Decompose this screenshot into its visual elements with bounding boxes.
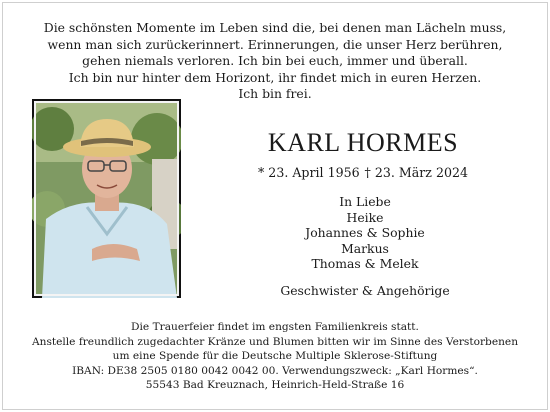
poem-line: Ich bin nur hinter dem Horizont, ihr findet mich in euren Herzen. xyxy=(68,69,482,85)
birth-date: * 23. April 1956 xyxy=(258,165,360,180)
poem-line: Die schönsten Momente im Leben sind die, bei denen man Lächeln muss, xyxy=(43,20,507,35)
death-date: † 23. März 2024 xyxy=(364,165,468,180)
poem-line: gehen niemals verloren. Ich bin bei euch, immer und überall. xyxy=(82,53,468,68)
family-member: Markus xyxy=(341,240,389,256)
notice-line: um eine Spende für die Deutsche Multiple Sklerose-Stiftung xyxy=(112,350,438,363)
portrait-illustration xyxy=(32,99,181,298)
poem-line: wenn man sich zurückerinnert. Erinnerungen, die unser Herz berühren, xyxy=(47,36,503,52)
deceased-name: KARL HORMES xyxy=(267,128,459,157)
family-intro: In Liebe xyxy=(339,194,391,209)
notice-line: 55543 Bad Kreuznach, Heinrich-Held-Straße 16 xyxy=(145,379,405,392)
notice-line: Die Trauerfeier findet im engsten Familienkreis statt. xyxy=(131,321,419,333)
notice-line: Anstelle freundlich zugedachter Kränze und Blumen bitten wir im Sinne des Verstorbenen xyxy=(31,335,519,348)
family-member: Thomas & Melek xyxy=(311,256,419,271)
poem-line: Ich bin frei. xyxy=(238,86,312,101)
relatives-line: Geschwister & Angehörige xyxy=(280,283,450,298)
mourners-list xyxy=(280,194,450,272)
portrait-photo xyxy=(32,99,181,298)
family-member: Johannes & Sophie xyxy=(305,225,425,240)
memorial-poem xyxy=(20,20,530,103)
family-member: Heike xyxy=(346,209,384,225)
funeral-notice xyxy=(20,320,530,393)
notice-line: IBAN: DE38 2505 0180 0042 0042 00. Verwendungszweck: „Karl Hormes“. xyxy=(72,364,478,377)
